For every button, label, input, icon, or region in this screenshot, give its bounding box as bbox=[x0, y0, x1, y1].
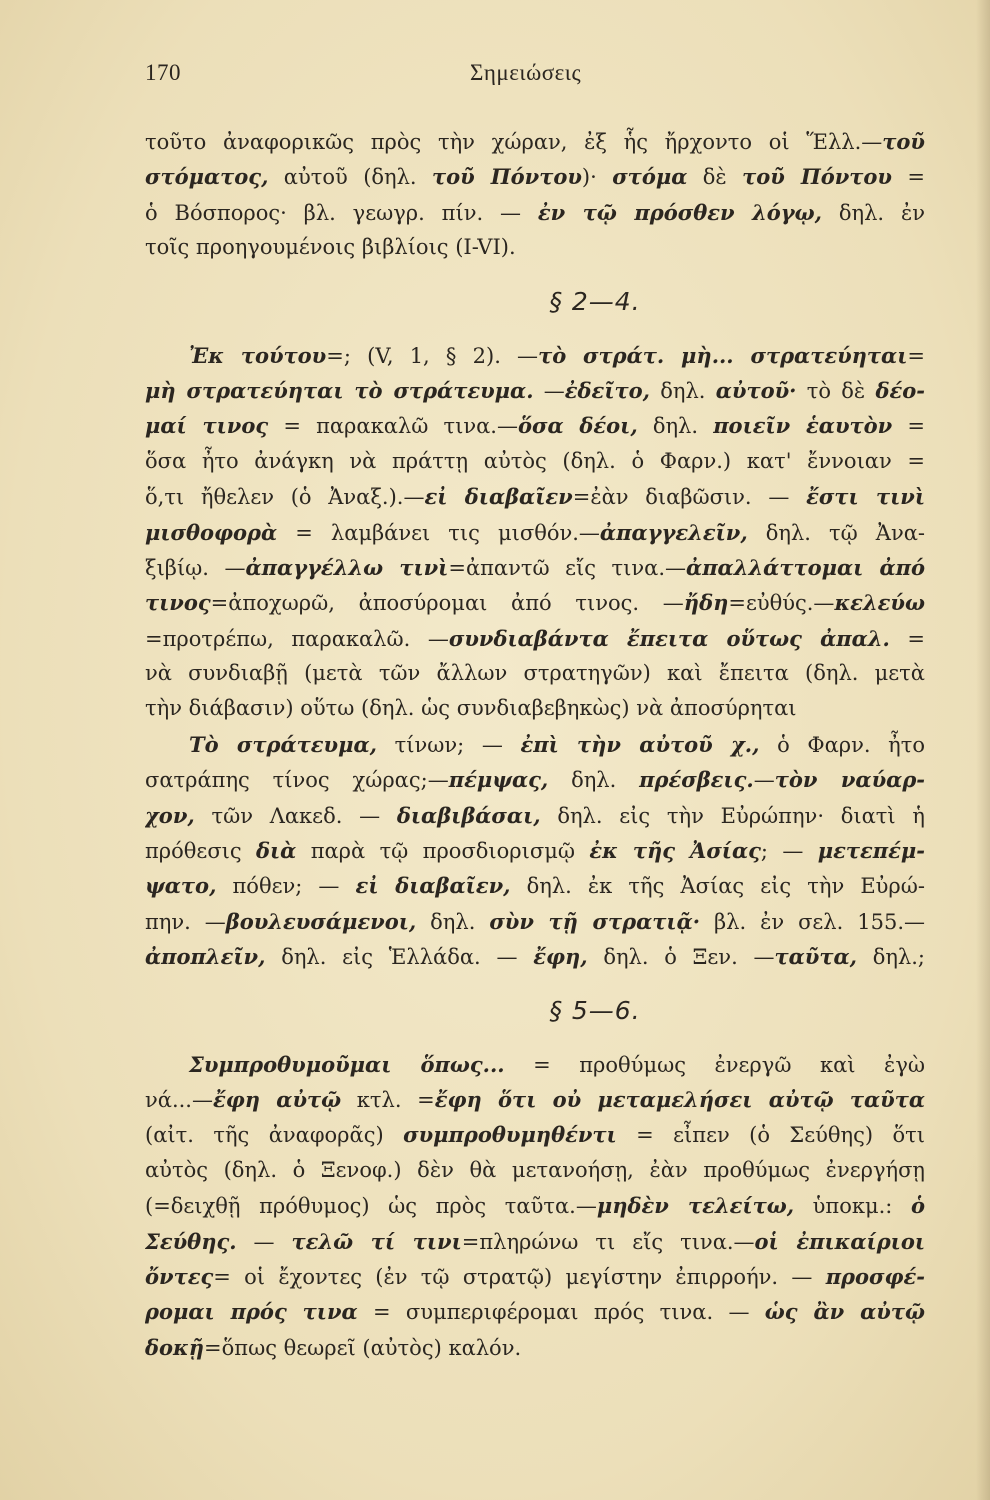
lemma-term: ὡς ἂν αὐτῷ bbox=[764, 1299, 925, 1325]
lemma-term: Τὸ στράτευμα, bbox=[189, 731, 377, 757]
gloss-text: δηλ. ὁ Ξεν. — bbox=[587, 945, 775, 970]
lemma-term: πρέσβεις. bbox=[639, 767, 754, 793]
lemma-term: ἤδη bbox=[683, 590, 729, 616]
lemma-term: ἔφη αὐτῷ bbox=[212, 1086, 342, 1112]
gloss-text: = bbox=[907, 343, 925, 368]
lemma-term: ἀποπλεῖν, bbox=[145, 944, 266, 970]
gloss-text: = οἱ ἔχοντες (ἐν τῷ στρατῷ) μεγίστην ἐπιρροήν. — bbox=[213, 1264, 826, 1289]
lemma-term: ποιεῖν ἑαυτὸν bbox=[713, 413, 893, 439]
gloss-text: — bbox=[753, 768, 775, 793]
gloss-text: δηλ. εἰς τὴν Εὐρώπην· διατὶ ἡ bbox=[540, 803, 925, 828]
gloss-text: =εὐθύς.— bbox=[728, 591, 835, 616]
text-line bbox=[145, 1082, 925, 1117]
lemma-term: τοῦ bbox=[882, 129, 925, 154]
lemma-term: μετεπέμ- bbox=[817, 838, 925, 864]
lemma-term: πέμψας, bbox=[448, 767, 549, 793]
text-line bbox=[145, 833, 925, 868]
text-line bbox=[145, 444, 925, 479]
gloss-text: = bbox=[892, 165, 925, 190]
lemma-term: μηδὲν τελείτω, bbox=[596, 1193, 795, 1219]
lemma-term: αὐτοῦ· bbox=[715, 377, 797, 403]
gloss-text: τοῦτο ἀναφορικῶς πρὸς τὴν χώραν, ἐξ ἧς ἤρχοντο οἱ Ἕλλ.— bbox=[145, 130, 883, 154]
text-line bbox=[145, 479, 925, 514]
lemma-term: διαβιβάσαι, bbox=[396, 802, 541, 828]
lemma-term: δοκῇ bbox=[145, 1334, 205, 1360]
gloss-text: δηλ. ἐκ τῆς Ἀσίας εἰς τὴν Εὐρώ- bbox=[510, 874, 925, 899]
lemma-term: τοῦ Πόντου bbox=[742, 164, 892, 190]
text-line bbox=[145, 868, 925, 903]
lemma-term: συνδιαβάντα ἔπειτα οὕτως ἀπαλ. bbox=[448, 625, 890, 651]
lemma-term: τοῦ Πόντου bbox=[432, 164, 582, 190]
lemma-term: εἰ διαβαῖεν bbox=[424, 484, 573, 510]
lemma-term: ταῦτα, bbox=[774, 944, 857, 970]
gloss-text: αὐτοῦ (δηλ. bbox=[268, 165, 433, 190]
text-line bbox=[145, 373, 925, 408]
gloss-text: = συμπεριφέρομαι πρός τινα. — bbox=[357, 1300, 765, 1325]
gloss-text: ; — bbox=[760, 839, 818, 864]
gloss-text: = bbox=[892, 414, 925, 439]
gloss-text: νά...— bbox=[145, 1087, 213, 1112]
lemma-term: μαί τινος bbox=[145, 413, 269, 439]
gloss-text: δηλ.; bbox=[856, 945, 925, 970]
text-line bbox=[145, 904, 925, 939]
gloss-text: ὁ Φαρν. ἦτο bbox=[759, 732, 925, 757]
gloss-text: τίνων; — bbox=[376, 732, 521, 757]
gloss-text: =ἐὰν διαβῶσιν. — bbox=[572, 485, 807, 510]
text-line bbox=[145, 691, 925, 726]
lemma-term: βουλευσάμενοι, bbox=[225, 908, 417, 934]
gloss-text: — bbox=[236, 1229, 292, 1254]
gloss-text: (αἰτ. τῆς ἀναφορᾶς) bbox=[145, 1123, 404, 1148]
lemma-term: τὸν ναύαρ- bbox=[774, 767, 925, 793]
lemma-term: ἀπαλλάττομαι ἀπό bbox=[686, 554, 925, 580]
text-line bbox=[145, 1047, 925, 1082]
text-line bbox=[145, 550, 925, 585]
text-line bbox=[145, 1294, 925, 1329]
gloss-text: — bbox=[533, 378, 565, 403]
lemma-term: τινος bbox=[145, 590, 211, 616]
lemma-term: ἔφη ὅτι οὐ μεταμελήσει αὐτῷ ταῦτα bbox=[434, 1086, 925, 1112]
text-line bbox=[145, 338, 925, 373]
gloss-text: ὅ,τι ἤθελεν (ὁ Ἀναξ.).— bbox=[145, 485, 425, 510]
lemma-term: Σεύθης. bbox=[145, 1228, 237, 1254]
gloss-text: πόθεν; — bbox=[216, 874, 356, 899]
gloss-text: σατράπης τίνος χώρας;— bbox=[145, 768, 449, 793]
lemma-term: στόματος, bbox=[145, 164, 269, 190]
lemma-term: στόμα bbox=[612, 164, 688, 190]
text-line bbox=[145, 762, 925, 797]
gloss-text: = bbox=[889, 626, 925, 651]
lemma-term: δέο- bbox=[875, 377, 925, 403]
body-text bbox=[145, 124, 925, 1365]
text-line bbox=[145, 515, 925, 550]
lemma-term: διὰ bbox=[256, 838, 297, 864]
lemma-term: ἐδεῖτο, bbox=[564, 377, 650, 403]
text-line bbox=[145, 195, 925, 230]
text-line bbox=[145, 1117, 925, 1152]
gloss-text: = εἶπεν (ὁ Σεύθης) ὅτι bbox=[616, 1123, 925, 1148]
text-line bbox=[145, 1153, 925, 1188]
text-line bbox=[145, 230, 925, 265]
gloss-text: )· bbox=[581, 165, 613, 190]
lemma-term: κελεύω bbox=[834, 590, 925, 616]
gloss-text: τὸ δὲ bbox=[796, 378, 876, 403]
gloss-text: ὑποκμ.: bbox=[794, 1194, 911, 1219]
gloss-text: (=δειχθῇ πρόθυμος) ὡς πρὸς ταῦτα.— bbox=[145, 1194, 597, 1219]
gloss-text: ὁ Βόσπορος· βλ. γεωγρ. πίν. — bbox=[145, 200, 538, 225]
gloss-text: δηλ. ἐν bbox=[821, 200, 925, 225]
gloss-text: δηλ. bbox=[637, 414, 714, 439]
gloss-text: δηλ. εἰς Ἑλλάδα. — bbox=[265, 945, 534, 970]
lemma-term: ἀπαγγελεῖν, bbox=[599, 519, 748, 545]
gloss-text: κτλ. = bbox=[341, 1087, 435, 1112]
lemma-term: σὺν τῇ στρατιᾷ· bbox=[489, 908, 701, 934]
lemma-term: ἔστι τινὶ bbox=[806, 484, 925, 510]
gloss-text: = παρακαλῶ τινα.— bbox=[268, 414, 518, 439]
lemma-term: ἐν τῷ πρόσθεν λόγῳ, bbox=[537, 199, 822, 225]
gloss-text: δηλ. bbox=[649, 378, 716, 403]
lemma-term: ὄντες bbox=[145, 1263, 214, 1289]
gloss-text: ὅσα ἦτο ἀνάγκη νὰ πράττῃ αὐτὸς (δηλ. ὁ Φαρν.) κατ' ἔννοιαν = bbox=[145, 448, 925, 473]
gloss-text: δηλ. bbox=[548, 768, 640, 793]
page-number: 170 bbox=[145, 60, 181, 85]
gloss-text: πην. — bbox=[145, 909, 226, 934]
gloss-text: = προθύμως ἐνεργῶ καὶ ἐγὼ bbox=[504, 1052, 925, 1077]
lemma-term: εἰ διαβαῖεν, bbox=[355, 873, 511, 899]
lemma-term: προσφέ- bbox=[825, 1263, 925, 1289]
text-line bbox=[145, 1224, 925, 1259]
running-title: Σημειώσεις bbox=[470, 60, 582, 85]
text-line bbox=[145, 408, 925, 443]
lemma-term: τελῶ τί τινι bbox=[291, 1228, 462, 1254]
gloss-text: βλ. ἐν σελ. 155.— bbox=[700, 909, 925, 934]
gloss-text: =προτρέπω, παρακαλῶ. — bbox=[145, 626, 449, 651]
lemma-term: ἐκ τῆς Ἀσίας bbox=[589, 838, 761, 864]
gloss-text: δηλ. τῷ Ἀνα- bbox=[747, 520, 925, 545]
gloss-text: =ἀποχωρῶ, ἀποσύρομαι ἀπό τινος. — bbox=[210, 591, 684, 616]
gloss-text: δὲ bbox=[687, 165, 743, 190]
text-line bbox=[145, 124, 925, 159]
gloss-text: παρὰ τῷ προσδιορισμῷ bbox=[296, 839, 590, 864]
text-line bbox=[145, 159, 925, 194]
gloss-text: =ὅπως θεωρεῖ (αὐτὸς) καλόν. bbox=[204, 1335, 522, 1360]
lemma-term: χον, bbox=[145, 802, 195, 828]
lemma-term: ἀπαγγέλλω τινὶ bbox=[245, 554, 449, 580]
text-line bbox=[145, 1330, 925, 1365]
gloss-text: αὐτὸς (δηλ. ὁ Ξενοφ.) δὲν θὰ μετανοήσῃ, ἐὰν προθύμως ἐνεργήσῃ bbox=[145, 1157, 925, 1182]
text-line bbox=[145, 1259, 925, 1294]
gloss-text: πρόθεσις bbox=[145, 839, 256, 864]
text-line bbox=[145, 621, 925, 656]
gloss-text: =ἀπαντῶ εἴς τινα.— bbox=[448, 555, 687, 580]
gloss-text: δηλ. bbox=[416, 909, 490, 934]
lemma-term: ψατο, bbox=[145, 873, 217, 899]
text-line bbox=[145, 939, 925, 974]
text-line bbox=[145, 656, 925, 691]
lemma-term: οἱ ἐπικαίριοι bbox=[754, 1228, 925, 1254]
lemma-term: ὅσα δέοι, bbox=[517, 413, 638, 439]
lemma-term: ἐπὶ τὴν αὐτοῦ χ., bbox=[520, 731, 760, 757]
lemma-term: μὴ στρατεύηται τὸ στράτευμα. bbox=[145, 377, 534, 403]
page-edge-shadow bbox=[976, 0, 990, 1500]
gloss-text: τῶν Λακεδ. — bbox=[194, 803, 397, 828]
lemma-term: ἔφη, bbox=[533, 944, 588, 970]
section-heading: § 5—6. bbox=[549, 995, 641, 1025]
lemma-term: Συμπροθυμοῦμαι ὅπως... bbox=[189, 1051, 505, 1077]
gloss-text: νὰ συνδιαβῇ (μετὰ τῶν ἄλλων στρατηγῶν) καὶ ἔπειτα (δηλ. μετὰ bbox=[145, 661, 925, 686]
gloss-text: τοῖς προηγουμένοις βιβλίοις (I-VI). bbox=[145, 235, 516, 260]
gloss-text: τὴν διάβασιν) οὕτω (δηλ. ὡς συνδιαβεβηκὼς) νὰ ἀποσύρηται bbox=[145, 696, 797, 721]
lemma-term: μισθοφορὰ bbox=[145, 519, 278, 545]
text-line bbox=[145, 585, 925, 620]
text-line bbox=[145, 1188, 925, 1223]
gloss-text: = λαμβάνει τις μισθόν.— bbox=[277, 520, 600, 545]
text-line bbox=[145, 798, 925, 833]
section-heading: § 2—4. bbox=[549, 286, 641, 316]
gloss-text: ξιβίῳ. — bbox=[145, 555, 246, 580]
lemma-term: ρομαι πρός τινα bbox=[145, 1299, 358, 1325]
lemma-term: τὸ στράτ. μὴ... στρατεύηται bbox=[538, 342, 908, 368]
gloss-text: =; (V, 1, § 2). — bbox=[326, 343, 539, 368]
text-line bbox=[145, 727, 925, 762]
lemma-term: συμπροθυμηθέντι bbox=[403, 1122, 617, 1148]
lemma-term: ὁ bbox=[911, 1193, 925, 1219]
gloss-text: =πληρώνω τι εἴς τινα.— bbox=[461, 1229, 755, 1254]
lemma-term: Ἐκ τούτου bbox=[189, 342, 327, 368]
